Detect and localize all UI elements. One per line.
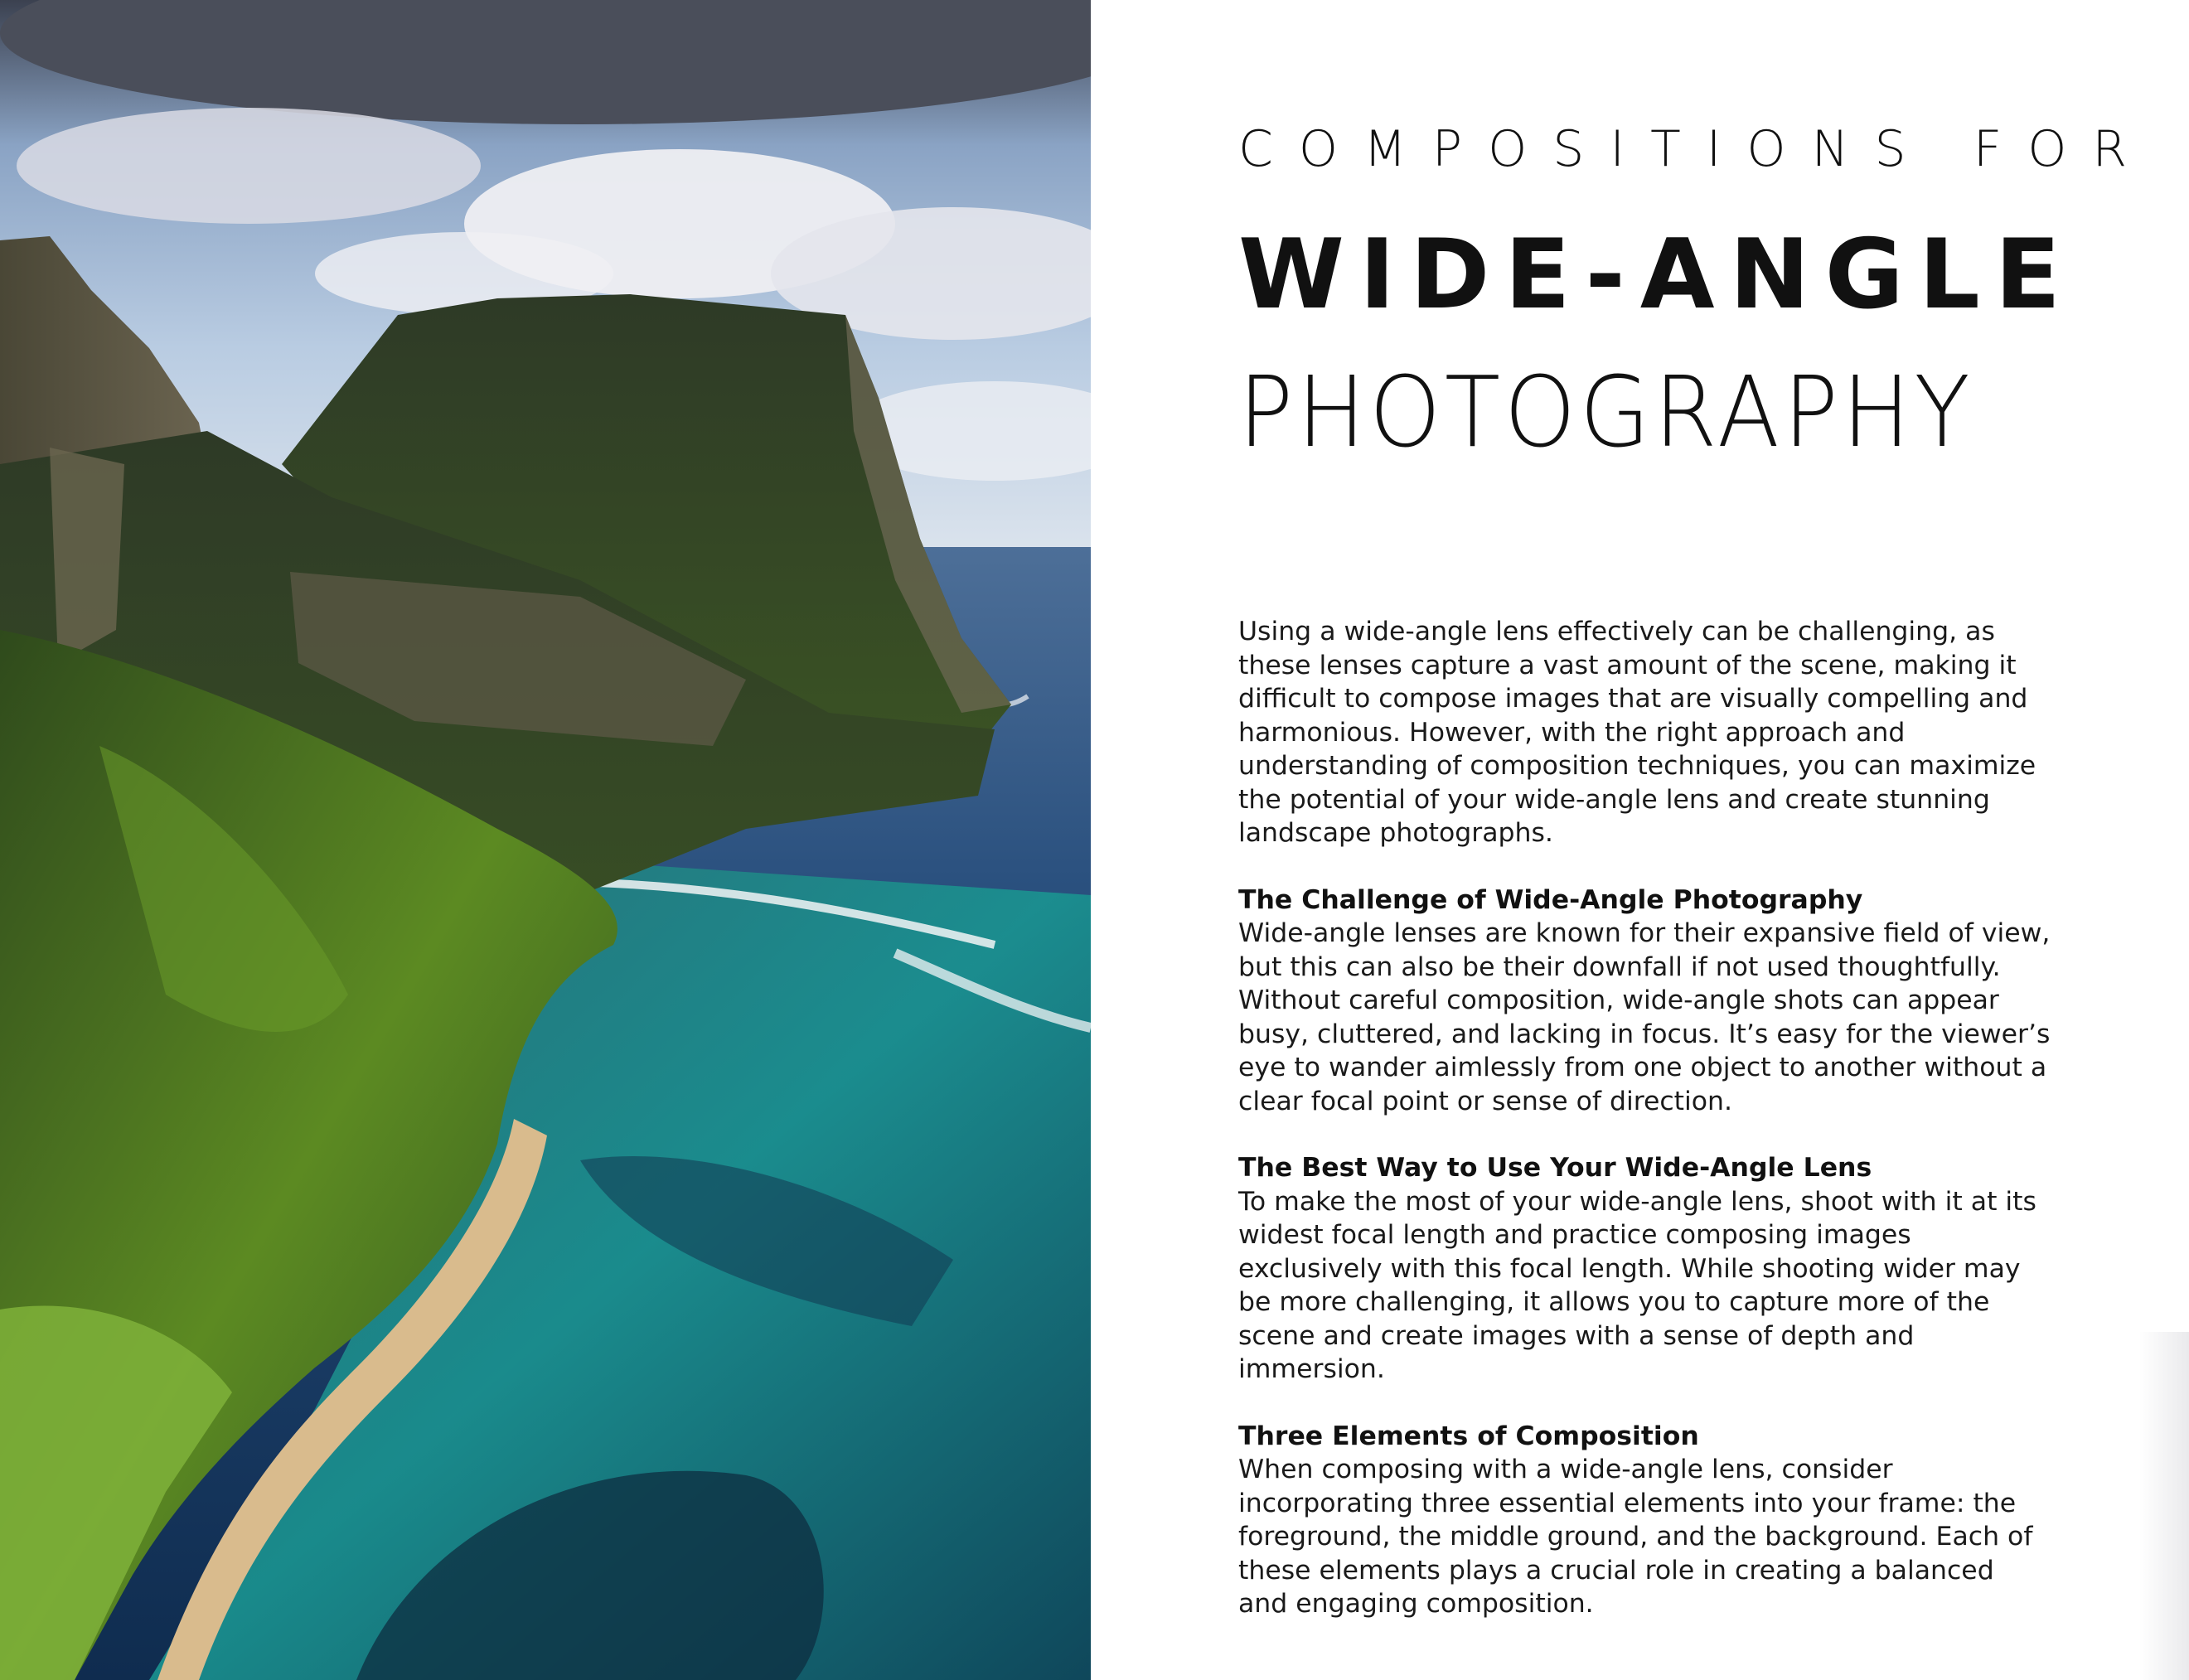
section-challenge (1238, 884, 2051, 1119)
section-paragraph: To make the most of your wide-angle lens, shoot with it at its widest focal length and practice composing images exclusively with this focal length. While shooting wider may be more challenging, it allows you to capture more of the scene and create images with a sense of depth and immersion. (1238, 1186, 2036, 1384)
section-paragraph: When composing with a wide-angle lens, consider incorporating three essential elements into your frame: the foreground, the middle ground, and the background. Each of these elements plays a crucial role in creating a balanced and engaging composition. (1238, 1455, 2033, 1619)
landscape-illustration (0, 0, 1091, 1680)
section-best-way (1238, 1151, 2051, 1387)
text-panel (1091, 0, 2189, 1680)
title-line-wide-angle: WIDE-ANGLE (1238, 219, 2076, 331)
section-heading: The Challenge of Wide-Angle Photography (1238, 884, 1863, 915)
article-body (1238, 615, 2051, 1654)
section-heading: Three Elements of Composition (1238, 1421, 1699, 1451)
section-three-elements (1238, 1420, 2051, 1621)
section-heading: The Best Way to Use Your Wide-Angle Lens (1238, 1153, 1872, 1183)
page-curl-shadow (2139, 1332, 2189, 1680)
landscape-photo (0, 0, 1091, 1680)
title-line-compositions-for: COMPOSITIONS FOR (1238, 120, 2153, 178)
title-line-photography: PHOTOGRAPHY (1238, 355, 1974, 469)
section-paragraph: Wide-angle lenses are known for their expansive field of view, but this can also be their downfall if not used thoughtfully. Without careful composition, wide-angle shots can appear busy, cluttered, and lacking in focus. It’s easy for the viewer’s eye to wander aimlessly from one object to another without a clear focal point or sense of direction. (1238, 918, 2051, 1116)
page-title (1238, 120, 2153, 469)
intro-paragraph: Using a wide-angle lens effectively can be challenging, as these lenses capture a vast amount of the scene, making it difficult to compose images that are visually compelling and harmonious. However, with the right approach and understanding of composition techniques, you can maximize the potential of your wide-angle lens and create stunning landscape photographs. (1238, 617, 2036, 848)
